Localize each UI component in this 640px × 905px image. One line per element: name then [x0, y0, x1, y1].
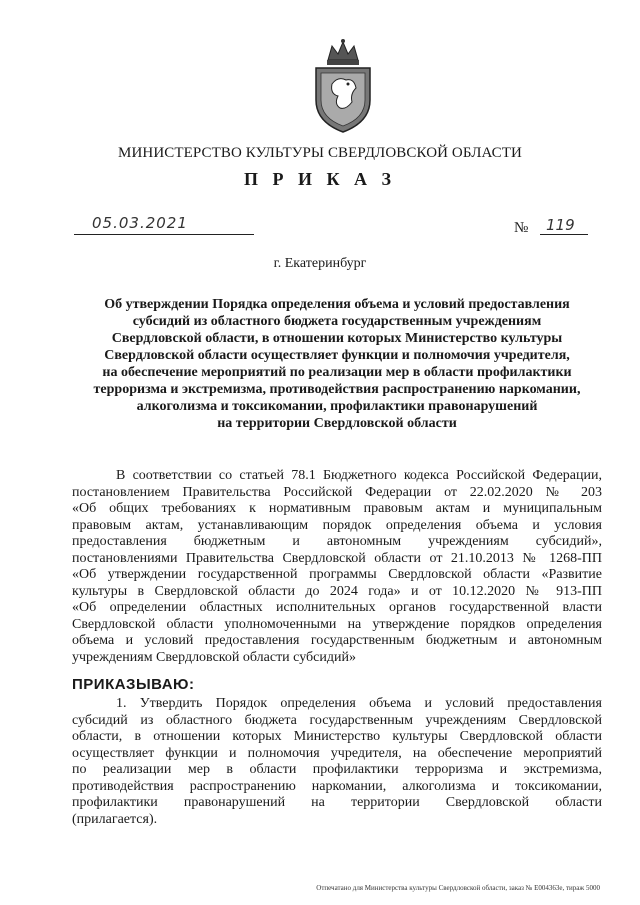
item-line: области, в отношении которых Министерство культуры Свердловской области — [72, 729, 602, 744]
preamble-line: предоставления бюджетным и автономным учреждениям субсидий», — [72, 534, 602, 549]
document-number: 119 — [546, 216, 575, 234]
item-line: по реализации мер в области профилактики терроризма и экстремизма, — [72, 762, 602, 777]
preamble-line: В соответствии со статьей 78.1 Бюджетного кодекса Российской Федерации, — [116, 468, 602, 483]
title-line: субсидий из областного бюджета государственным учреждениям — [132, 314, 542, 329]
number-sign: № — [514, 220, 529, 236]
title-line: Свердловской области, в отношении которых Министерство культуры — [111, 331, 563, 346]
item-line: субсидий из областного бюджета государственным учреждениям Свердловской — [72, 712, 602, 728]
item-line: противодействия распространению наркомании, алкоголизма и токсикомании, — [72, 778, 602, 794]
document-title — [72, 296, 602, 432]
item-line: осуществляет функции и полномочия учредителя, на обеспечение мероприятий — [72, 745, 602, 761]
preamble-line: постановлениями Правительства Свердловской области от 21.10.2013 № 1268-ПП — [72, 550, 602, 566]
preamble-line: «Об утверждении государственной программы Свердловской области «Развитие — [72, 567, 602, 582]
coat-of-arms-icon — [310, 38, 376, 134]
preamble-line: объема и условий предоставления государственным бюджетным и автономным — [72, 633, 602, 648]
decree-item-1 — [72, 696, 602, 828]
date-underline — [74, 234, 254, 235]
preamble-line: «Об определении областных исполнительных органов государственной власти — [72, 600, 602, 615]
title-line: терроризма и экстремизма, противодействия распространению наркомании, — [93, 382, 581, 397]
print-footer: Отпечатано для Министерства культуры Свердловской области, заказ № Е004363е, тираж 5000 — [316, 884, 600, 892]
preamble-line: правовым актам, устанавливающим порядок определения объема и условия — [72, 517, 602, 533]
number-underline — [540, 234, 588, 235]
preamble-line: культуры в Свердловской области до 2024 года» и от 10.12.2020 № 913-ПП — [72, 583, 602, 599]
item-line: профилактики правонарушений на территории Свердловской области — [72, 795, 602, 810]
item-line: 1. Утвердить Порядок определения объема и условий предоставления — [116, 696, 602, 711]
title-line: на территории Свердловской области — [217, 416, 457, 431]
preamble-line: постановлением Правительства Российской Федерации от 22.02.2020 № 203 — [72, 484, 602, 500]
document-date: 05.03.2021 — [92, 214, 188, 232]
decree-word: ПРИКАЗЫВАЮ: — [72, 676, 195, 693]
title-line: Об утверждении Порядка определения объема и условий предоставления — [104, 297, 570, 312]
title-line: алкоголизма и токсикомании, профилактики правонарушений — [136, 399, 538, 414]
preamble-line: Свердловской области уполномоченными на утверждение порядков определения — [72, 616, 602, 632]
city: г. Екатеринбург — [273, 256, 367, 271]
ministry-name: МИНИСТЕРСТВО КУЛЬТУРЫ СВЕРДЛОВСКОЙ ОБЛАСТИ — [118, 145, 522, 161]
preamble — [72, 468, 602, 666]
title-line: на обеспечение мероприятий по реализации мер в области профилактики — [102, 365, 572, 380]
preamble-line: «Об общих требованиях к нормативным правовым актам и муниципальным — [72, 501, 602, 516]
item-line: (прилагается). — [72, 811, 158, 827]
document-type: П Р И К А З — [243, 169, 397, 189]
preamble-line: учреждениям Свердловской области субсидий» — [72, 649, 356, 665]
title-line: Свердловской области осуществляет функции и полномочия учредителя, — [104, 348, 570, 363]
